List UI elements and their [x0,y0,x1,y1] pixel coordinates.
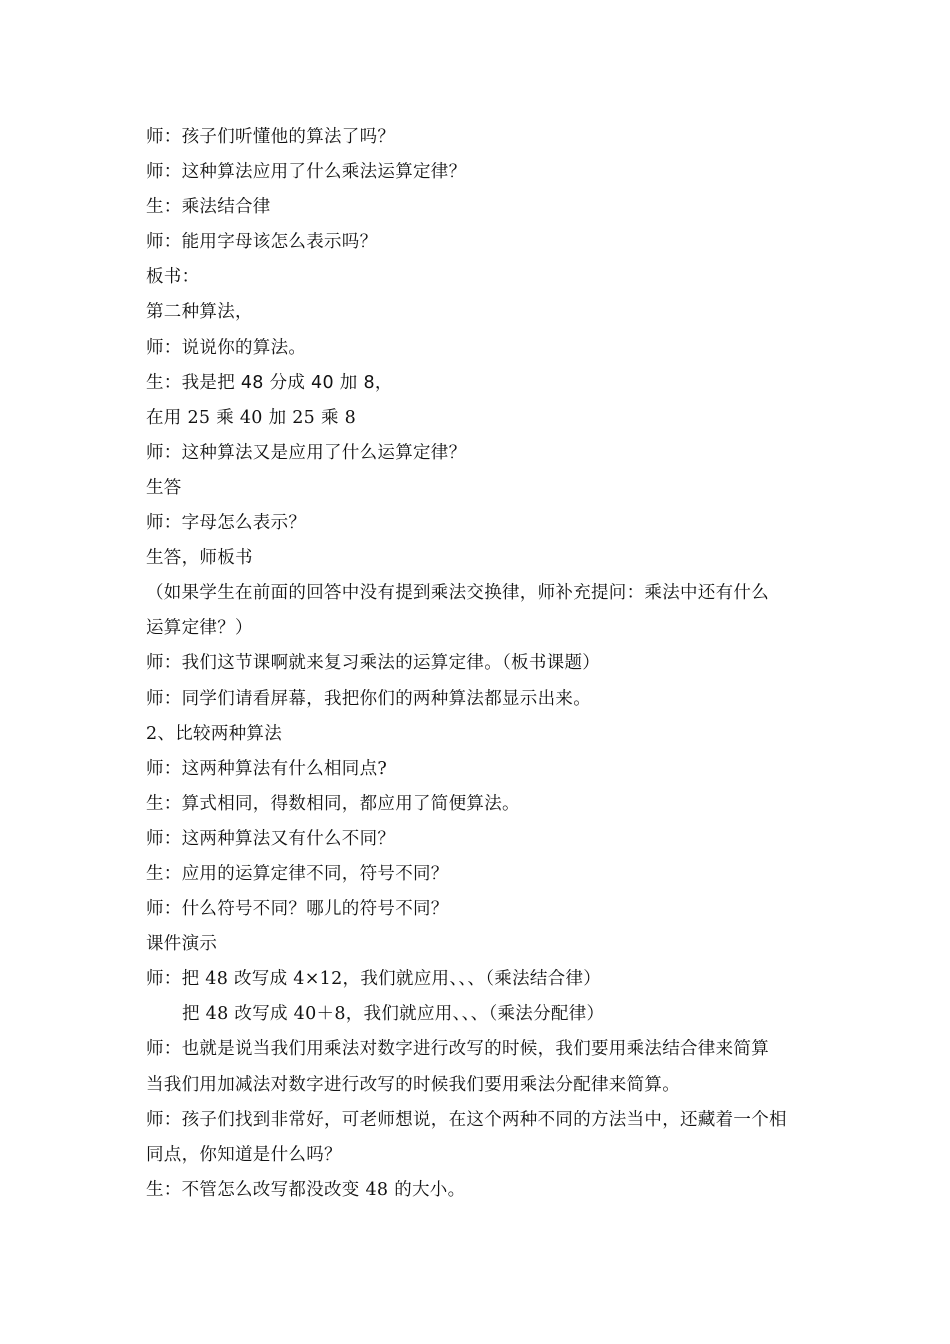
text-line: 师：能用字母该怎么表示吗？ [146,232,378,253]
text-line: 生：应用的运算定律不同，符号不同？ [146,863,449,884]
text-line: 师：这种算法应用了什么乘法运算定律？ [146,162,467,183]
text-line: 师：说说你的算法。 [146,337,307,358]
text-line: 课件演示 [146,934,218,955]
text-line: 生答，师板书 [146,548,253,569]
text-line: 在用 25 乘 40 加 25 乘 8 [146,407,357,428]
text-line: 生：我是把 48 分成 40 加 8， [146,372,393,393]
text-line: 生：乘法结合律 [146,197,271,218]
text-line: 把 48 改写成 40＋8，我们就应用、、、（乘法分配律） [182,1004,605,1025]
text-line: 师：把 48 改写成 4×12，我们就应用、、、（乘法结合律） [146,969,602,990]
text-line: 师：这两种算法又有什么不同？ [146,828,396,849]
text-line: 第二种算法， [146,302,253,323]
document-body [146,120,816,1208]
text-line: 生：不管怎么改写都没改变 48 的大小。 [146,1179,466,1200]
text-line: 师：什么符号不同？哪儿的符号不同？ [146,899,449,920]
text-line: 同点，你知道是什么吗？ [146,1144,342,1165]
text-line: （如果学生在前面的回答中没有提到乘法交换律，师补充提问：乘法中还有什么 [146,583,769,604]
text-line: 师：这两种算法有什么相同点? [146,758,388,779]
text-line: 师：字母怎么表示？ [146,513,307,534]
text-line: 师：孩子们找到非常好，可老师想说，在这个两种不同的方法当中，还藏着一个相 [146,1109,787,1130]
text-line: 师：我们这节课啊就来复习乘法的运算定律。（板书课题） [146,653,601,674]
text-line: 运算定律？） [146,618,253,639]
text-line: 师：也就是说当我们用乘法对数字进行改写的时候，我们要用乘法结合律来简算 [146,1039,769,1060]
text-line: 当我们用加减法对数字进行改写的时候我们要用乘法分配律来简算。 [146,1074,680,1095]
text-line: 生答 [146,477,182,498]
text-line: 师：这种算法又是应用了什么运算定律？ [146,442,467,463]
text-line: 师：孩子们听懂他的算法了吗？ [146,127,396,147]
section-heading: 2、比较两种算法 [146,723,283,744]
text-line: 师：同学们请看屏幕，我把你们的两种算法都显示出来。 [146,688,591,709]
text-line: 生：算式相同，得数相同，都应用了简便算法。 [146,793,520,814]
text-line: 板书： [146,267,200,288]
